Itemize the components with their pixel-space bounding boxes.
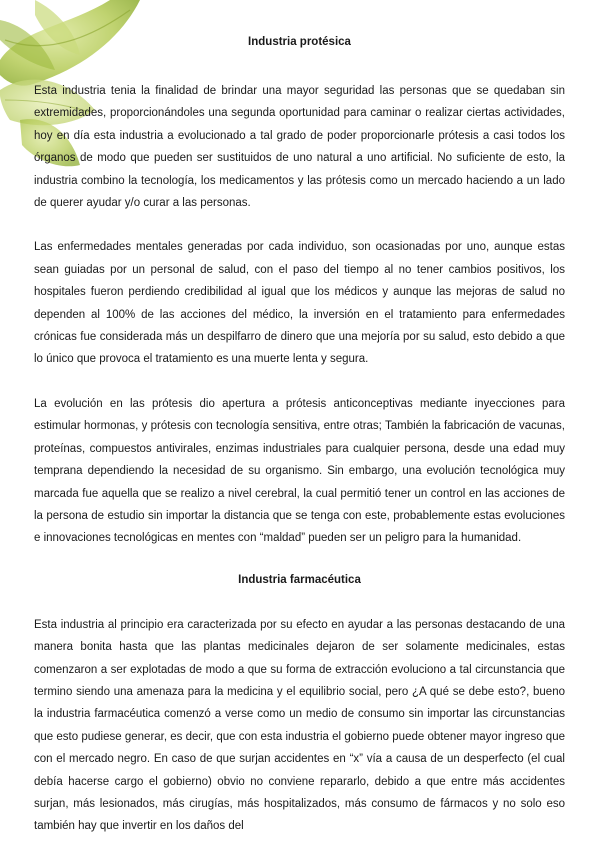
section-heading-farmaceutica: Industria farmacéutica xyxy=(238,573,361,586)
paragraph: La evolución en las prótesis dio apertura a prótesis anticonceptivas mediante inyecciones para estimular hormonas, y prótesis con tecnología sensitiva, entre otras; También la fabricación de vacunas, proteínas, compuestos antivirales, enzimas industriales para cualquier persona, desde una edad muy temprana dependiendo la necesidad de su organismo. Sin embargo, una evolución tecnológica muy marcada fue aquella que se realizo a nivel cerebral, la cual permitió tener un control en las acciones de la persona de estudio sin importar la distancia que se tenga con este, probablemente estas evoluciones e innovaciones tecnológicas en mentes con “maldad” pueden ser un peligro para la humanidad. xyxy=(34,397,565,545)
paragraph: Esta industria al principio era caracterizada por su efecto en ayudar a las personas destacando de una manera bonita hasta que las plantas medicinales dejaron de ser solamente medicinales, estas comenzaron a ser explotadas de modo a que su forma de extracción evoluciono a tal circunstancia que termino siendo una amenaza para la medicina y el equilibrio social, pero ¿A qué se debe esto?, bueno la industria farmacéutica comenzó a verse como un medio de consumo sin importar las circunstancias que esto pudiese generar, es decir, que con esta industria el gobierno puede obtener mayor ingreso que con el mercado negro. En caso de que surjan accidentes en “x” vía a causa de un desperfecto (el cual debía hacerse cargo el gobierno) obvio no conviene repararlo, debido a que entre más accidentes surjan, más lesionados, más cirugías, más hospitalizados, más consumo de fármacos y no solo eso también hay que invertir en los daños del xyxy=(34,618,565,833)
paragraph: Las enfermedades mentales generadas por cada individuo, son ocasionadas por uno, aunque estas sean guiadas por un personal de salud, con el paso del tiempo al no tener cambios positivos, los hospitales fueron perdiendo credibilidad al igual que los médicos y aunque las mejoras de salud no dependen al 100% de las acciones del médico, la inversión en el tratamiento para enfermedades crónicas fue considerada más un despilfarro de dinero que una mejoría por su salud, esto debido a que lo único que provoca el tratamiento es una muerte lenta y segura. xyxy=(34,241,565,366)
document-body xyxy=(34,34,565,860)
paragraph: Esta industria tenia la finalidad de brindar una mayor seguridad las personas que se quedaban sin extremidades, proporcionándoles una segunda oportunidad para caminar o realizar ciertas actividades, hoy en día esta industria a evolucionado a tal grado de poder proporcionarle prótesis a casi todos los órganos de modo que pueden ser sustituidos de uno natural a uno artificial. No suficiente de esto, la industria combino la tecnología, los medicamentos y las prótesis como un mercado haciendo a un lado de querer ayudar y/o curar a las personas. xyxy=(34,85,565,210)
section-heading-protesica: Industria protésica xyxy=(248,36,351,48)
